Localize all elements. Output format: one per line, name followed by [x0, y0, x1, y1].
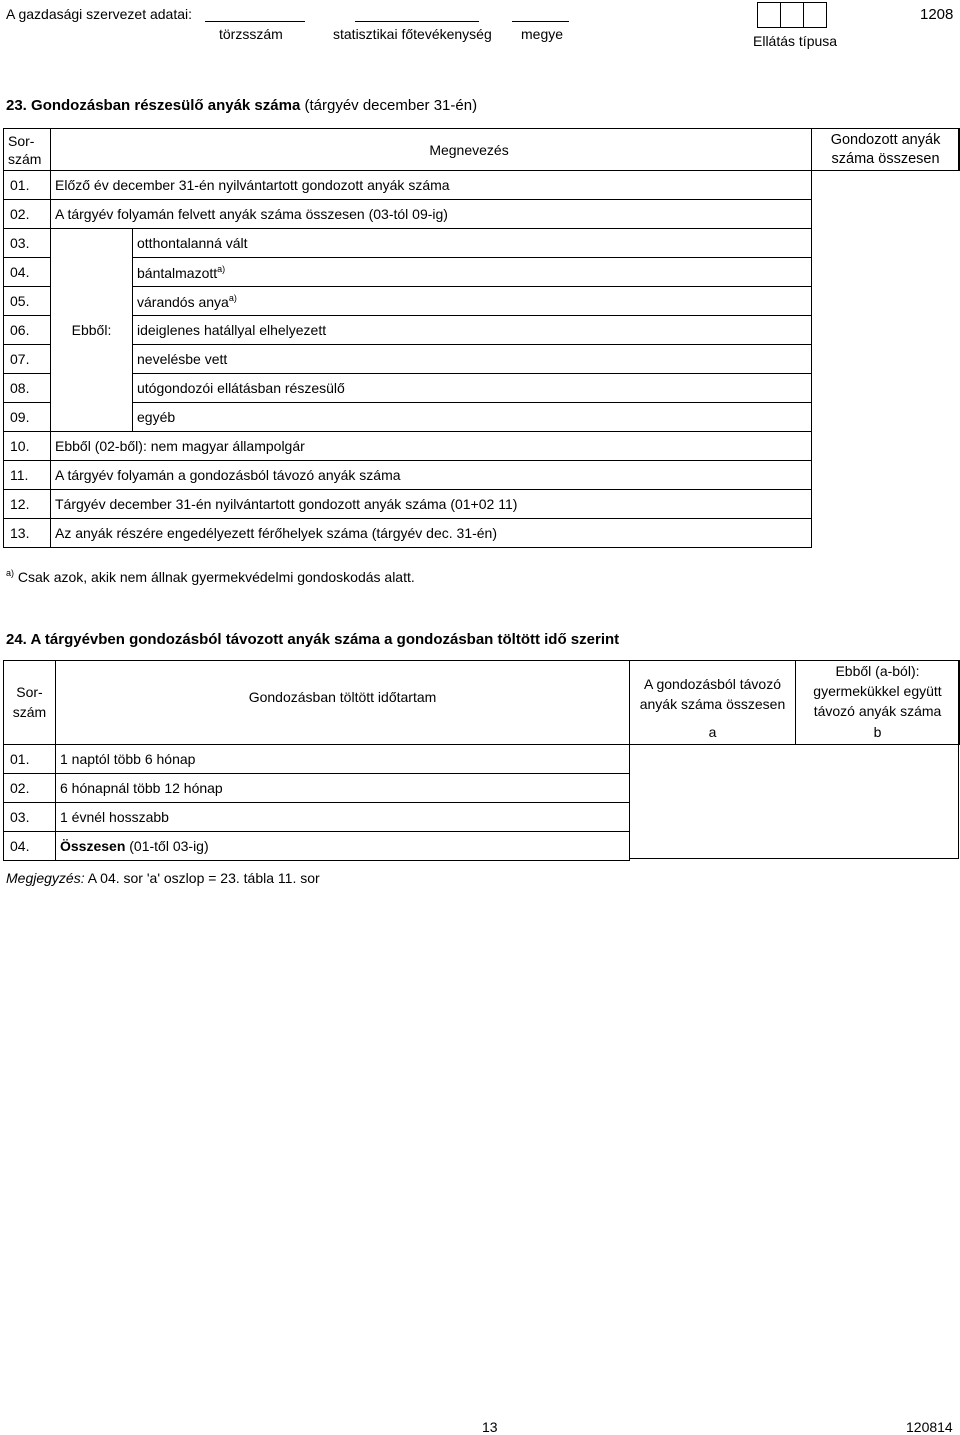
t24-row-num: 01. — [4, 744, 56, 773]
t24-row-num: 03. — [4, 802, 56, 831]
t23-footnote — [6, 568, 415, 585]
teaor-line — [355, 21, 479, 22]
footnote-ref: a) — [217, 263, 226, 274]
footer-code: 120814 — [906, 1419, 953, 1435]
footnote-text: Csak azok, akik nem állnak gyermekvédelmi gondoskodás alatt. — [17, 569, 415, 585]
ellatas-caption: Ellátás típusa — [753, 33, 838, 49]
ellatas-box-1[interactable] — [757, 2, 781, 28]
footnote-ref: a) — [228, 292, 237, 303]
t23-row-label: Az anyák részére engedélyezett férőhelyek száma (tárgyév dec. 31-én) — [51, 519, 812, 548]
t23-row-label — [133, 287, 812, 316]
t23-col-value: Gondozott anyák száma összesen — [812, 129, 960, 171]
torzsszam-line — [205, 21, 305, 22]
t24-col-a-letter: a — [630, 721, 796, 744]
t24-col-sor: Sor- szám — [4, 661, 56, 745]
t24-row-num: 04. — [4, 831, 56, 860]
t23-right-border — [958, 128, 959, 170]
ellatas-box-2[interactable] — [780, 2, 804, 28]
t23-row-label: utógondozói ellátásban részesülő — [133, 374, 812, 403]
t23-title — [6, 97, 477, 114]
t24-right-border — [958, 660, 959, 859]
t24-title: 24. A tárgyévben gondozásból távozott anyák száma a gondozásban töltött idő szerint — [6, 631, 620, 648]
t23-row-label — [133, 258, 812, 287]
t24-col-b: Ebből (a-ból): gyermekükkel együtt távozó anyák száma — [796, 661, 960, 722]
t23-row-label: A tárgyév folyamán a gondozásból távozó anyák száma — [51, 461, 812, 490]
t23-row-num: 03. — [4, 229, 51, 258]
t23-row-label: Tárgyév december 31-én nyilvántartott gondozott anyák száma (01+02 11) — [51, 490, 812, 519]
t23-row-label-text: bántalmazott — [137, 264, 218, 281]
t23-row-num: 08. — [4, 374, 51, 403]
t23-row-num: 09. — [4, 403, 51, 432]
table-23 — [3, 128, 960, 548]
t23-col-sor: Sor- szám — [4, 129, 51, 171]
t23-title-rest: (tárgyév december 31-én) — [300, 97, 478, 114]
t23-row-num: 05. — [4, 287, 51, 316]
footnote-mark: a) — [6, 568, 15, 578]
t24-col-a: A gondozásból távozó anyák száma összesen — [630, 661, 796, 722]
table-24 — [3, 660, 960, 861]
t23-row-num: 11. — [4, 461, 51, 490]
t23-ebbol-label: Ebből: — [51, 229, 133, 432]
t24-value-b[interactable] — [796, 744, 960, 860]
t23-row-num: 06. — [4, 316, 51, 345]
megye-caption: megye — [521, 26, 564, 42]
t23-row-label: A tárgyév folyamán felvett anyák száma összesen (03-tól 09-ig) — [51, 200, 812, 229]
t24-row-num: 02. — [4, 773, 56, 802]
t24-value-a[interactable] — [630, 744, 796, 860]
t23-row-num: 13. — [4, 519, 51, 548]
t23-row-label: egyéb — [133, 403, 812, 432]
t23-row-num: 04. — [4, 258, 51, 287]
ellatas-box-3[interactable] — [803, 2, 827, 28]
page-number: 13 — [482, 1419, 498, 1435]
t24-total-rest: (01-től 03-ig) — [125, 837, 209, 854]
t24-total-label — [56, 831, 630, 860]
t23-row-label: ideiglenes hatállyal elhelyezett — [133, 316, 812, 345]
note-text: A 04. sor 'a' oszlop = 23. tábla 11. sor — [87, 870, 320, 886]
t23-row-num: 10. — [4, 432, 51, 461]
torzsszam-caption: törzsszám — [219, 26, 283, 42]
t23-row-label: Előző év december 31-én nyilvántartott gondozott anyák száma — [51, 171, 812, 200]
t23-value-cell[interactable] — [812, 171, 960, 548]
note-label: Megjegyzés: — [6, 870, 85, 886]
t23-row-num: 01. — [4, 171, 51, 200]
t24-col-b-letter: b — [796, 721, 960, 744]
t23-row-num: 02. — [4, 200, 51, 229]
t24-row-label: 1 naptól több 6 hónap — [56, 744, 630, 773]
t24-note — [6, 870, 320, 886]
t23-row-label: nevelésbe vett — [133, 345, 812, 374]
t23-row-num: 07. — [4, 345, 51, 374]
t23-row-label: Ebből (02-ből): nem magyar állampolgár — [51, 432, 812, 461]
megye-line — [512, 21, 569, 22]
t24-row-label: 1 évnél hosszabb — [56, 802, 630, 831]
teaor-caption: statisztikai főtevékenység — [333, 26, 492, 42]
t24-bottom-border — [629, 858, 959, 859]
t23-row-label: otthontalanná vált — [133, 229, 812, 258]
t23-title-bold: Gondozásban részesülő anyák száma — [31, 97, 301, 114]
form-code: 1208 — [920, 6, 954, 23]
t24-col-ido: Gondozásban töltött időtartam — [56, 661, 630, 745]
t24-total-bold: Összesen — [60, 837, 126, 854]
t23-row-label-text: várandós anya — [137, 293, 229, 310]
t23-row-num: 12. — [4, 490, 51, 519]
t23-col-megnevezes: Megnevezés — [51, 129, 812, 171]
header-label: A gazdasági szervezet adatai: — [6, 6, 193, 22]
t23-title-num: 23. — [6, 97, 27, 114]
t24-row-label: 6 hónapnál több 12 hónap — [56, 773, 630, 802]
